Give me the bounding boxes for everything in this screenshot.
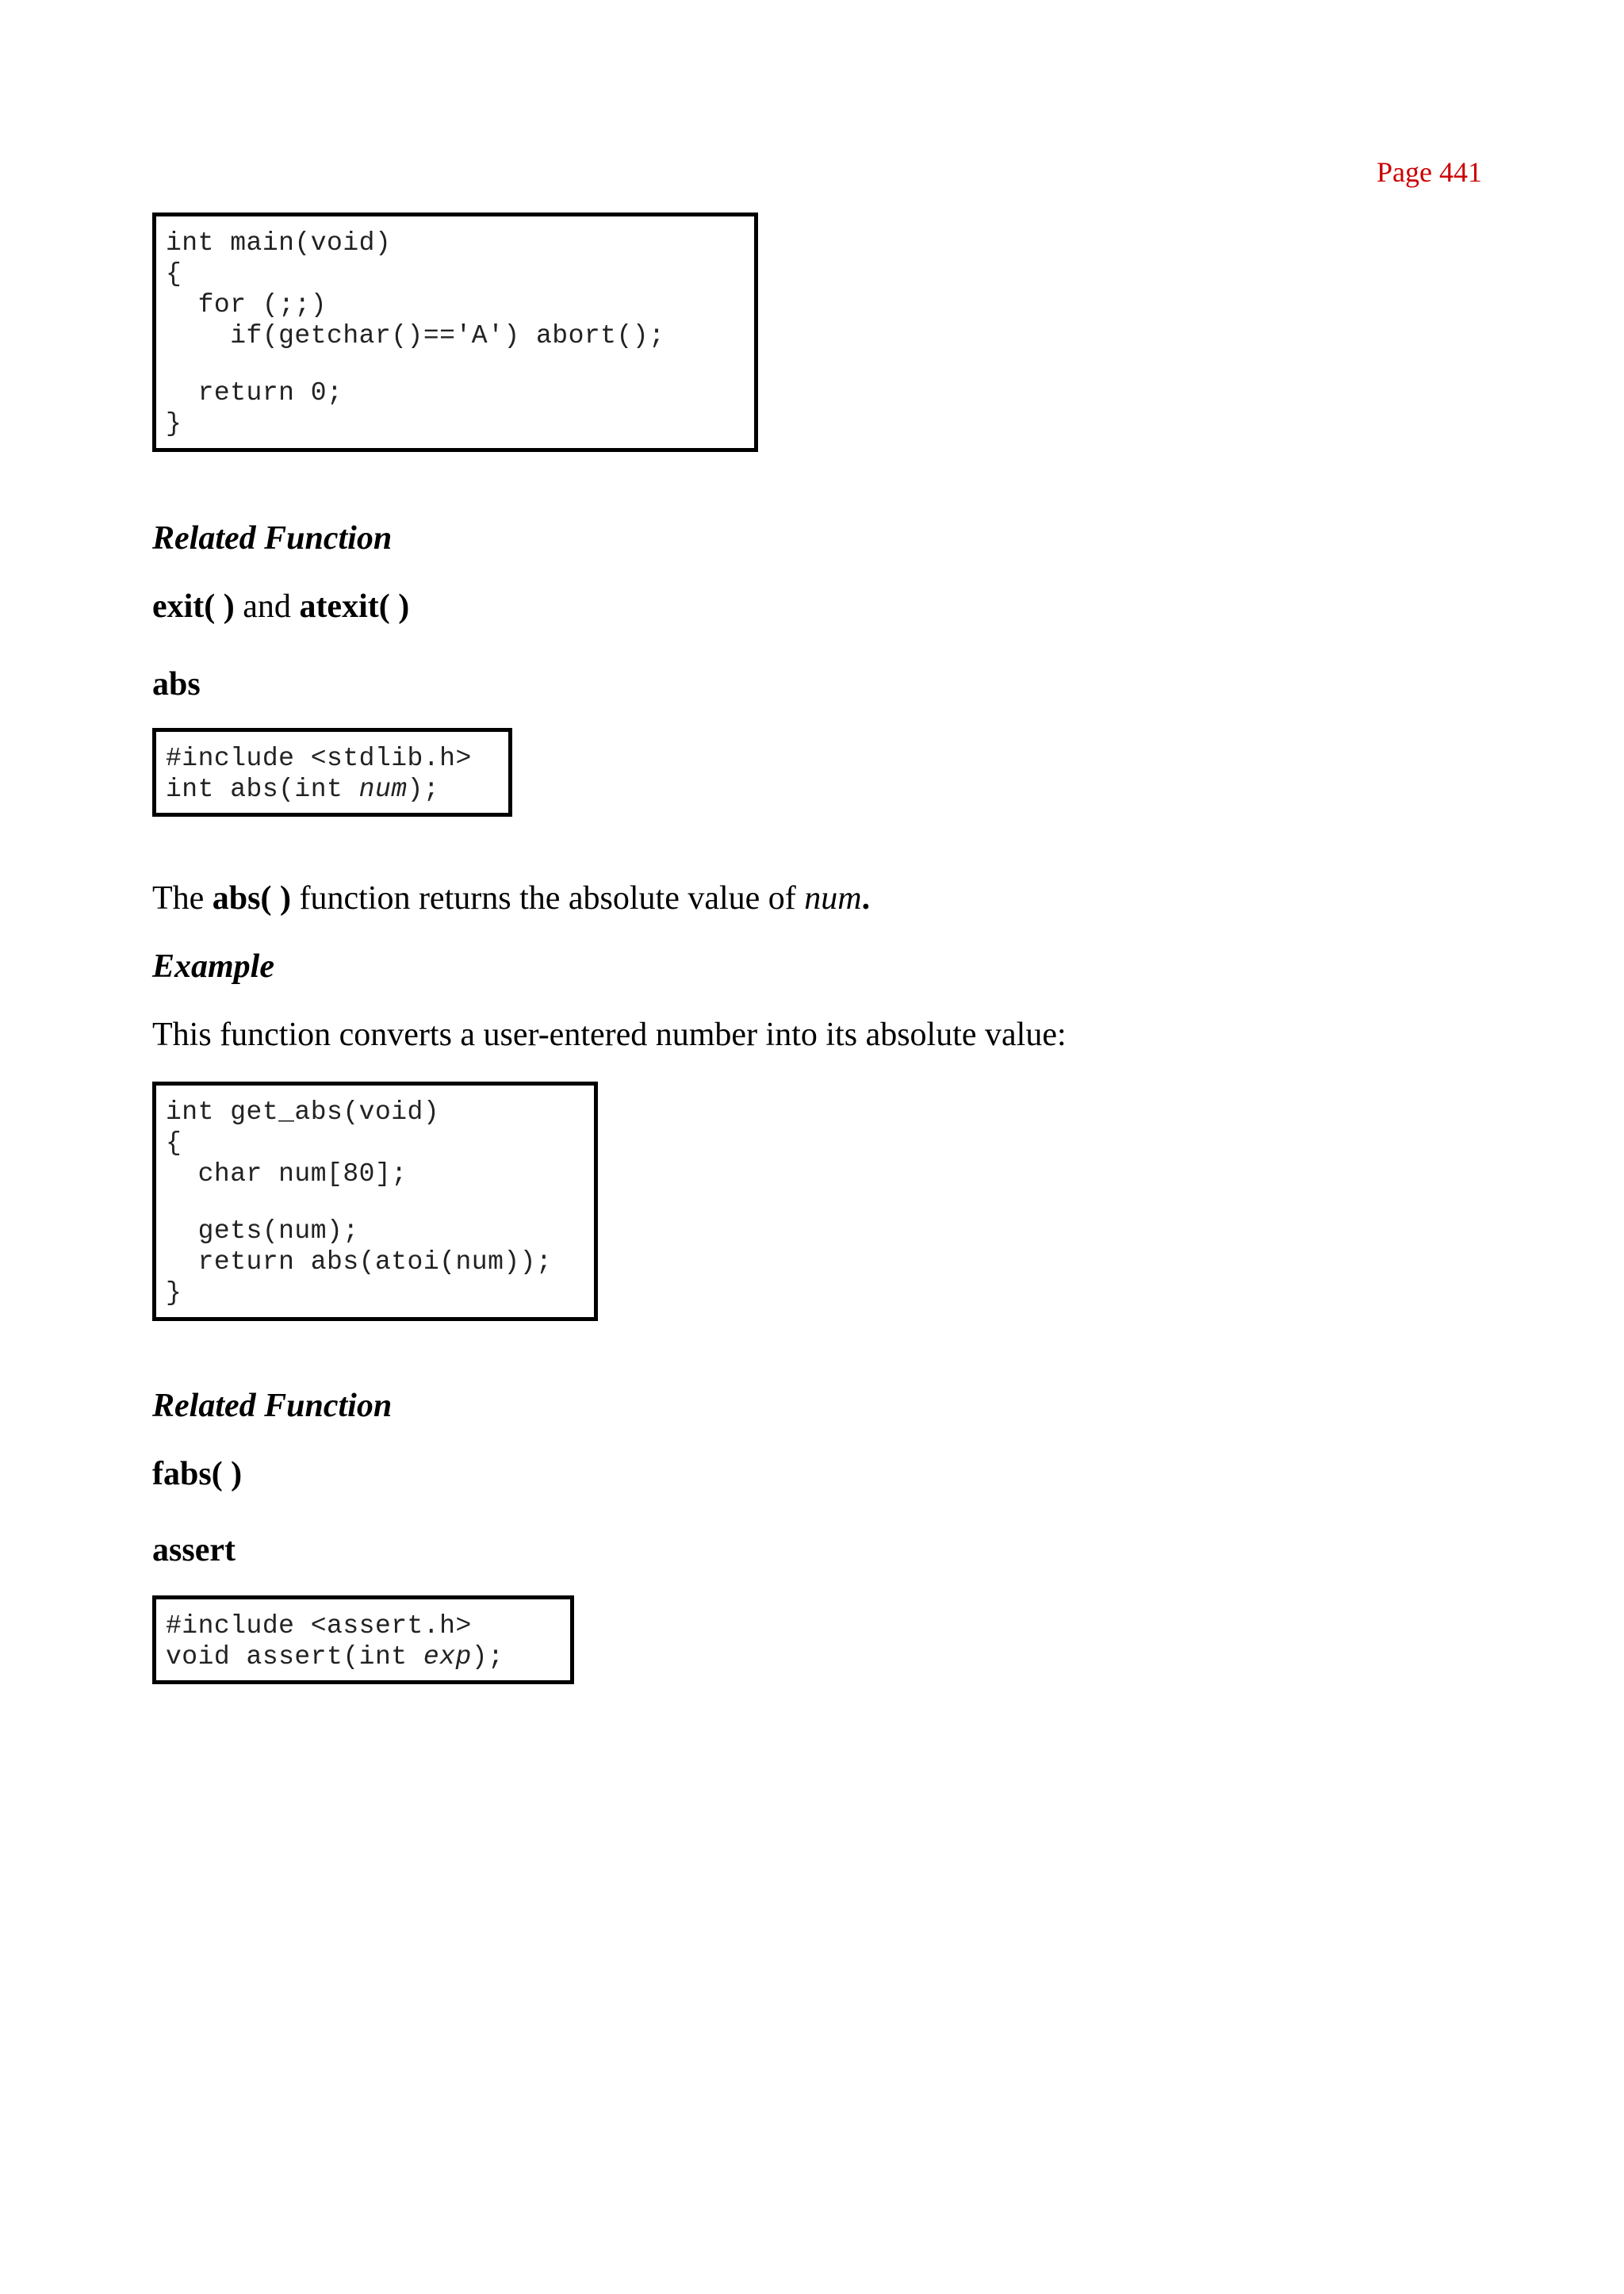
page-number: Page 441: [1377, 156, 1482, 188]
desc-param: num: [804, 880, 862, 917]
code-text: void assert(int: [166, 1642, 423, 1672]
code-line-text: return 0;: [166, 378, 343, 408]
code-line: [166, 774, 499, 805]
code-line: [166, 351, 745, 408]
function-title-abs: abs: [152, 666, 201, 703]
code-line: #include <assert.h>: [166, 1611, 472, 1641]
code-line: for (;;): [166, 290, 327, 320]
related-func-exit: exit( ): [152, 588, 235, 625]
related-func-fabs: fabs( ): [152, 1456, 243, 1492]
code-block-get-abs: [152, 1082, 598, 1321]
code-line: int main(void): [166, 228, 392, 258]
code-param: exp: [423, 1642, 472, 1672]
code-line: }: [166, 409, 182, 439]
code-line: [166, 1189, 584, 1247]
desc-text: function returns the absolute value of: [290, 880, 805, 917]
code-text: );: [471, 1642, 504, 1672]
code-line: {: [166, 1128, 182, 1158]
code-block-main: [152, 213, 758, 452]
code-line: int get_abs(void): [166, 1097, 440, 1127]
code-line: #include <stdlib.h>: [166, 744, 472, 773]
related-function-heading: Related Function: [152, 1388, 393, 1424]
desc-func: abs( ): [212, 880, 291, 917]
code-line-text: gets(num);: [166, 1216, 359, 1246]
code-text: );: [407, 775, 440, 804]
function-title-assert: assert: [152, 1532, 236, 1568]
code-line: if(getchar()=='A') abort();: [166, 321, 665, 350]
desc-text: The: [152, 880, 213, 917]
related-func-atexit: atexit( ): [299, 588, 410, 625]
desc-end: .: [861, 880, 871, 917]
related-and: and: [234, 588, 300, 625]
code-line: }: [166, 1278, 182, 1308]
prototype-block-assert: [152, 1595, 574, 1684]
related-function-heading: Related Function: [152, 520, 393, 557]
prototype-block-abs: [152, 728, 512, 817]
code-line: {: [166, 259, 182, 289]
code-param: num: [358, 775, 408, 804]
code-line: char num[80];: [166, 1159, 408, 1189]
example-text: This function converts a user-entered number into its absolute value:: [152, 1017, 1067, 1053]
abs-description: [152, 879, 870, 918]
code-line: [166, 1641, 561, 1672]
example-heading: Example: [152, 948, 274, 985]
related-function-list: [152, 587, 409, 626]
code-line: return abs(atoi(num));: [166, 1247, 553, 1277]
code-text: int abs(int: [166, 775, 359, 804]
